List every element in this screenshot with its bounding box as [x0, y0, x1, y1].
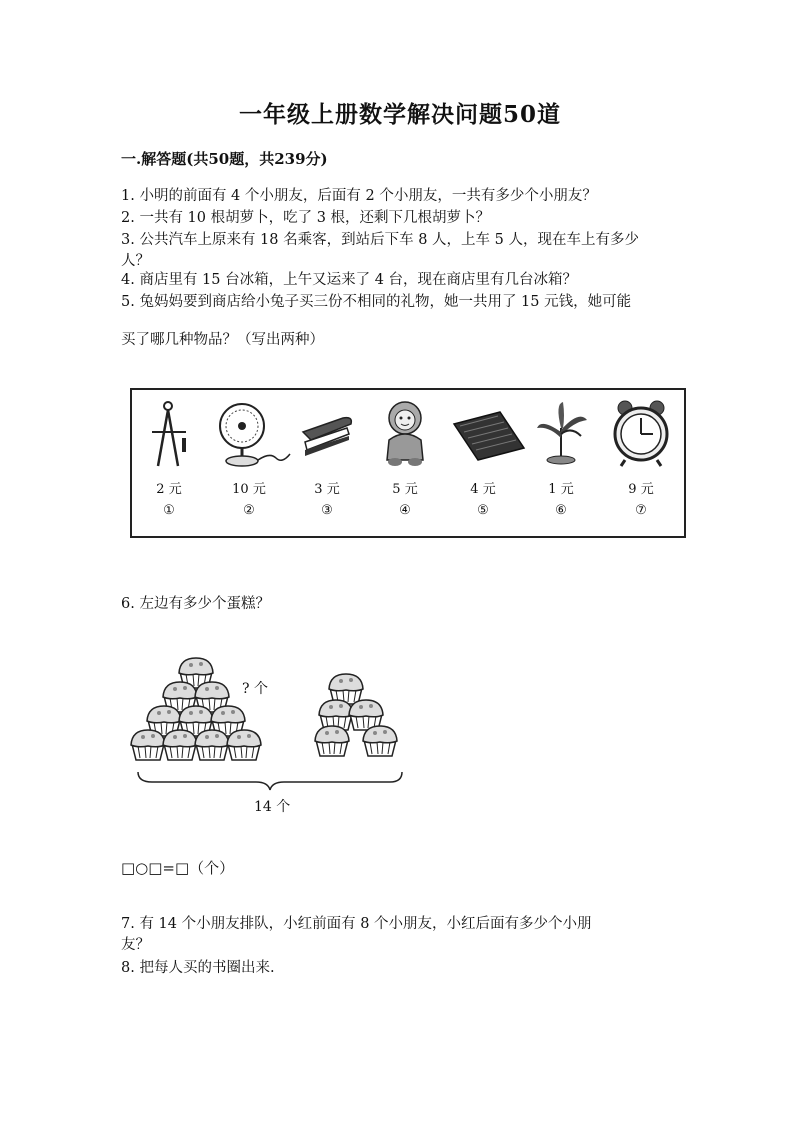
page-title: 一年级上册数学解决问题50道: [238, 101, 561, 128]
question-7-line1: 7. 有 14 个小朋友排队，小红前面有 8 个小朋友，小红后面有多少个小朋: [121, 916, 592, 932]
shop-item: [526, 398, 596, 518]
item-number: ①: [163, 503, 175, 518]
item-number: ⑤: [477, 503, 489, 518]
shop-item: [214, 398, 284, 518]
question-3-line1: 3. 公共汽车上原来有 18 名乘客，到站后下车 8 人，上车 5 人，现在车上有多少: [121, 232, 639, 248]
item-price: 1 元: [548, 482, 574, 497]
item-price: 10 元: [232, 482, 266, 497]
item-price: 3 元: [314, 482, 340, 497]
question-4: 4. 商店里有 15 台冰箱，上午又运来了 4 台，现在商店里有几台冰箱？: [121, 272, 578, 288]
question-5-line2: 买了哪几种物品？（写出两种）: [121, 332, 324, 348]
shop-item: [292, 398, 362, 518]
doll-icon: [377, 398, 433, 468]
question-5-line1: 5. 兔妈妈要到商店给小兔子买三份不相同的礼物，她一共用了 15 元钱，她可能: [121, 294, 632, 310]
plant-icon: [531, 398, 591, 468]
item-number: ④: [399, 503, 411, 518]
item-price: 9 元: [628, 482, 654, 497]
shop-item: [370, 398, 440, 518]
question-6: 6. 左边有多少个蛋糕？: [121, 596, 270, 612]
shop-item: [448, 398, 518, 518]
cake-figure: [128, 650, 428, 825]
question-1: 1. 小明的前面有 4 个小朋友，后面有 2 个小朋友，一共有多少个小朋友？: [121, 188, 597, 204]
unknown-count-label: ? 个: [242, 681, 268, 697]
mat-icon: [448, 398, 528, 468]
compass-icon: [144, 398, 194, 468]
question-8: 8. 把每人买的书圈出来.: [121, 960, 275, 976]
question-7-line2: 友？: [121, 937, 150, 953]
question-3-line2: 人？: [121, 253, 150, 269]
clock-icon: [611, 398, 671, 468]
item-price: 2 元: [156, 482, 182, 497]
question-2: 2. 一共有 10 根胡萝卜，吃了 3 根，还剩下几根胡萝卜？: [121, 210, 491, 226]
item-price: 5 元: [392, 482, 418, 497]
total-count-label: 14 个: [254, 799, 291, 815]
item-price: 4 元: [470, 482, 496, 497]
shop-item: [606, 398, 676, 518]
item-number: ②: [243, 503, 255, 518]
item-number: ⑥: [555, 503, 567, 518]
shop-items-figure: [130, 388, 686, 538]
shop-item: [134, 398, 204, 518]
fan-icon: [214, 398, 294, 468]
item-number: ③: [321, 503, 333, 518]
answer-formula: □○□=□（个）: [121, 859, 235, 877]
stapler-icon: [297, 398, 357, 468]
item-number: ⑦: [635, 503, 647, 518]
section-heading: 一.解答题(共50题，共239分): [121, 150, 328, 168]
